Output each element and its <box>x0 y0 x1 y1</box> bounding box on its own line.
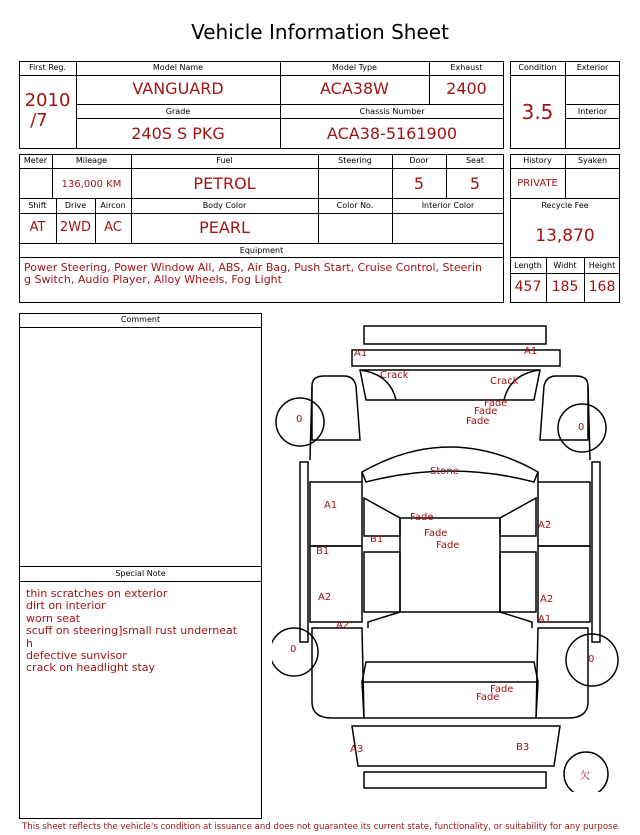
mileage-value: 136,000 KM <box>61 179 122 190</box>
disclaimer: This sheet reflects the vehicle's condition at issuance and does not guarantee its current state, functionality, or suitability for any purpose <box>22 822 618 832</box>
chassis-number-label: Chassis Number <box>359 107 425 116</box>
drive-label: Drive <box>64 201 87 210</box>
model-type-label: Model Type <box>332 63 377 72</box>
height-value: 168 <box>588 279 616 295</box>
damage-mark: A2 <box>540 594 554 605</box>
damage-mark: A2 <box>538 520 552 531</box>
special-note-item: thin scratches on exterior <box>26 587 168 600</box>
damage-mark: A2 <box>336 620 350 631</box>
first-reg-month: /7 <box>30 110 48 131</box>
special-note-item: worn seat <box>26 611 81 625</box>
exhaust-value: 2400 <box>446 79 487 98</box>
height-label: Height <box>588 261 616 270</box>
recycle-fee-label: Recycle Fee <box>541 201 589 210</box>
history-value: PRIVATE <box>517 178 558 189</box>
special-note-item: defective sunvisor <box>26 649 127 663</box>
first-reg-label: First Reg. <box>28 63 67 72</box>
exterior-label: Exterior <box>576 63 609 72</box>
model-name-value: VANGUARD <box>132 79 224 98</box>
tire-value: 0 <box>578 422 585 433</box>
body-color-value: PEARL <box>199 218 250 237</box>
aircon-label: Aircon <box>100 201 126 210</box>
damage-mark: B3 <box>516 742 530 753</box>
seat-value: 5 <box>469 174 481 193</box>
model-name-label: Model Name <box>152 63 204 72</box>
shift-value: AT <box>29 220 46 235</box>
drive-value: 2WD <box>59 220 92 235</box>
tire-value: 0 <box>588 654 595 665</box>
condition-label: Condition <box>518 63 557 72</box>
damage-mark: A2 <box>318 592 332 603</box>
damage-mark: Fade <box>490 684 514 695</box>
damage-mark: A1 <box>538 614 552 625</box>
special-note-item: h <box>26 636 33 650</box>
interior-label: Interior <box>577 107 608 116</box>
damage-mark: Fade <box>474 406 498 417</box>
grade-label: Grade <box>165 107 191 116</box>
special-notes-list <box>26 588 237 675</box>
door-value: 5 <box>413 174 425 193</box>
model-type-value: ACA38W <box>320 79 389 98</box>
recycle-fee-value: 13,870 <box>535 226 595 246</box>
damage-mark: Fade <box>466 416 490 427</box>
damage-mark: B1 <box>316 546 330 557</box>
first-reg-year: 2010 <box>24 90 71 111</box>
door-label: Door <box>409 156 429 165</box>
damage-mark: A1 <box>324 500 338 511</box>
comment-label: Comment <box>120 315 161 324</box>
width-value: 185 <box>551 279 579 295</box>
damage-mark: Fade <box>424 528 448 539</box>
spare-tire-value: 欠 <box>580 771 590 782</box>
history-label: History <box>523 156 552 165</box>
damage-mark: Fade <box>476 692 500 703</box>
fuel-value: PETROL <box>193 174 256 193</box>
chassis-number-value: ACA38-5161900 <box>326 124 458 143</box>
damage-mark: Fade <box>436 540 460 551</box>
tire-value: 0 <box>296 414 303 425</box>
damage-mark: Fade <box>410 512 434 523</box>
syaken-label: Syaken <box>577 156 608 165</box>
shift-label: Shift <box>28 201 47 210</box>
special-note-item: crack on headlight stay <box>26 661 156 675</box>
fuel-label: Fuel <box>216 156 233 165</box>
equipment-line-1: Power Steering, Power Window All, ABS, Air Bag, Push Start, Cruise Control, Steerin <box>24 261 482 274</box>
page-title: Vehicle Information Sheet <box>191 20 449 44</box>
grade-value: 240S S PKG <box>131 124 225 143</box>
meter-label: Meter <box>23 156 48 165</box>
exhaust-label: Exhaust <box>450 63 483 72</box>
damage-mark: Stone <box>430 466 459 477</box>
damage-mark: B1 <box>370 534 384 545</box>
special-note-item: dirt on interior <box>26 599 106 613</box>
car-outline <box>272 322 628 792</box>
damage-mark: A3 <box>350 744 364 755</box>
special-note-label: Special Note <box>115 569 166 578</box>
equipment-label: Equipment <box>239 246 284 255</box>
color-no-label: Color No. <box>336 201 374 210</box>
special-note-item: scuff on steering]small rust underneat <box>26 624 238 638</box>
tire-value: 0 <box>290 644 297 655</box>
width-label: Widht <box>553 261 577 270</box>
length-label: Length <box>514 261 542 270</box>
vehicle-damage-diagram <box>272 322 628 792</box>
interior-color-label: Interior Color <box>421 201 475 210</box>
aircon-value: AC <box>104 220 122 235</box>
seat-label: Seat <box>465 156 485 165</box>
damage-mark: A1 <box>524 346 538 357</box>
damage-mark: Crack <box>490 376 519 387</box>
damage-mark: Crack <box>380 370 409 381</box>
equipment-line-2: g Switch, Audio Player, Alloy Wheels, Fog Light <box>24 273 282 286</box>
steering-label: Steering <box>338 156 372 165</box>
damage-mark: Fade <box>484 398 508 409</box>
length-value: 457 <box>514 279 542 295</box>
damage-mark: A1 <box>354 348 368 359</box>
mileage-label: Mileage <box>75 156 108 165</box>
condition-value: 3.5 <box>521 100 554 124</box>
body-color-label: Body Color <box>202 201 247 210</box>
